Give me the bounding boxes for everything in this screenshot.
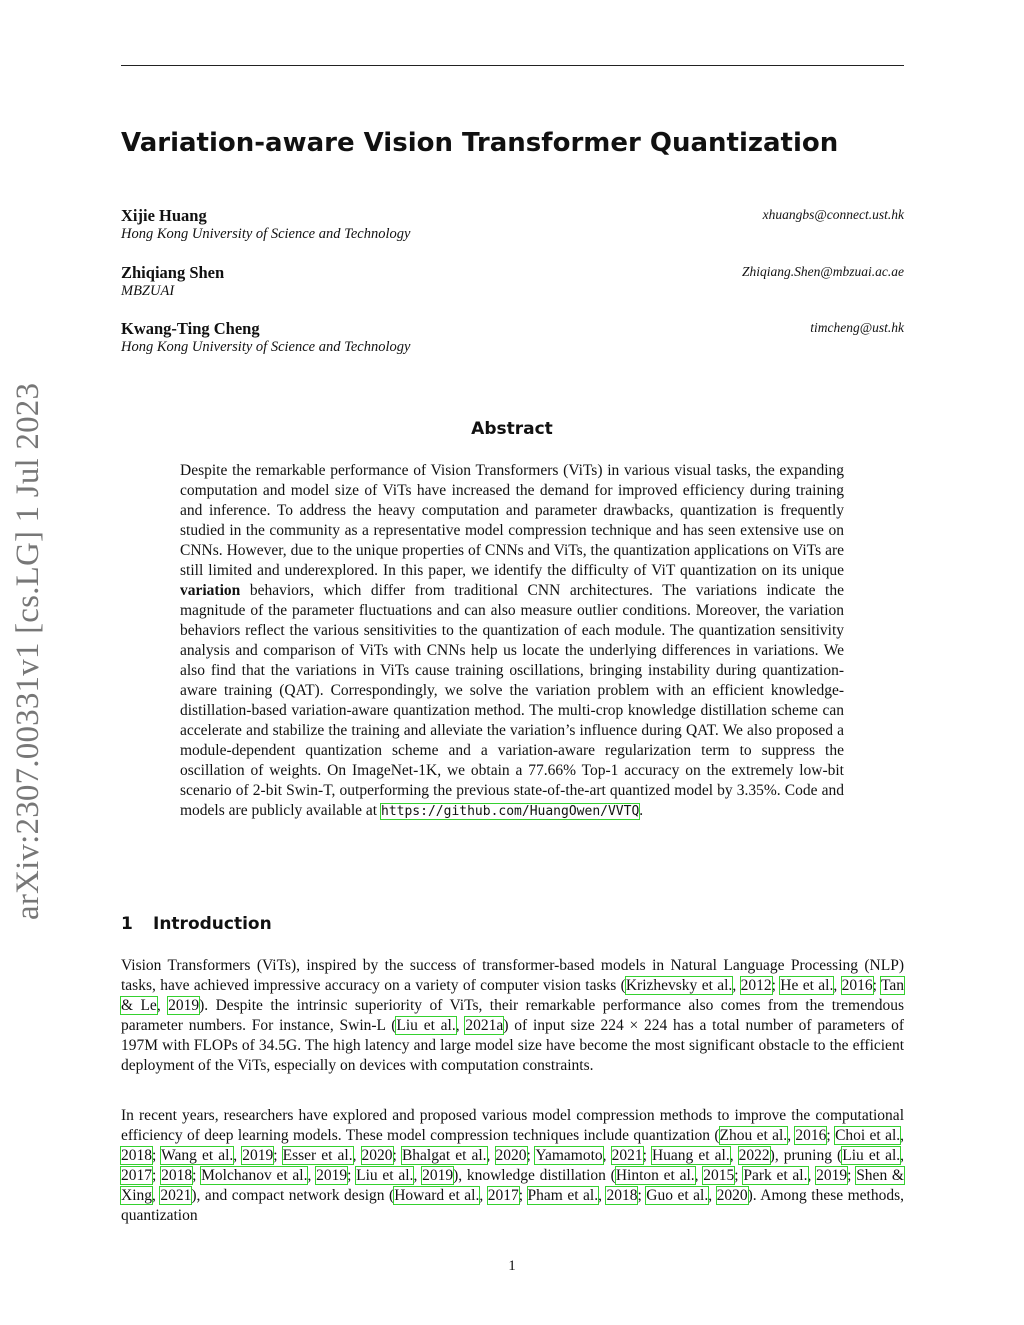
citation-link[interactable]: 2016 xyxy=(841,977,873,994)
header-rule xyxy=(121,65,904,66)
citation-link[interactable]: Esser et al. xyxy=(282,1147,353,1164)
citation-link[interactable]: 2021 xyxy=(611,1147,643,1164)
intro-paragraph-1: Vision Transformers (ViTs), inspired by the success of transformer-based models in Natural Language Processing (NLP) tasks, have achieved impressive accuracy on a variety of computer vision tasks (Krizhevsky et al., 2012; He et al., 2016; Tan & Le, 2019). Despite the intrinsic superiority of ViTs, their remarkable performance also comes from the tremendous parameter numbers. For instance, Swin-L (Liu et al., 2021a) of input size 224 × 224 has a total number of parameters of 197M with FLOPs of 34.5G. The high latency and large model size have become the most significant obstacle to the efficient deployment of the ViTs, especially on devices with computation constraints. xyxy=(121,957,905,1074)
citation-link[interactable]: Zhou et al. xyxy=(719,1127,788,1144)
citation-link[interactable]: Huang et al. xyxy=(651,1147,730,1164)
citation-link[interactable]: Park et al. xyxy=(743,1167,808,1184)
citation-link[interactable]: 2019 xyxy=(422,1167,454,1184)
citation-link[interactable]: Wang et al. xyxy=(161,1147,234,1164)
author-affiliation: MBZUAI xyxy=(121,283,175,299)
citation-link[interactable]: 2020 xyxy=(495,1147,527,1164)
citation-link[interactable]: Howard et al. xyxy=(394,1187,480,1204)
citation-link[interactable]: 2019 xyxy=(168,997,200,1014)
paper-title: Variation-aware Vision Transformer Quantization xyxy=(121,128,839,158)
author-email[interactable]: Zhiqiang.Shen@mbzuai.ac.ae xyxy=(741,264,904,279)
abstract-heading: Abstract xyxy=(471,419,553,439)
citation-link[interactable]: Molchanov et al. xyxy=(201,1167,308,1184)
author-affiliation: Hong Kong University of Science and Technology xyxy=(121,339,411,355)
citation-link[interactable]: Pham et al. xyxy=(527,1187,599,1204)
citation-link[interactable]: 2019 xyxy=(242,1147,274,1164)
citation-link[interactable]: 2018 xyxy=(606,1187,638,1204)
citation-link[interactable]: 2020 xyxy=(716,1187,748,1204)
citation-link[interactable]: 2017 xyxy=(121,1167,152,1184)
citation-link[interactable]: 2021a xyxy=(465,1017,504,1034)
author-email[interactable]: timcheng@ust.hk xyxy=(810,320,904,335)
citation-link[interactable]: 2015 xyxy=(703,1167,735,1184)
citation-link[interactable]: 2019 xyxy=(316,1167,348,1184)
section-heading xyxy=(121,914,272,934)
section-title: Introduction xyxy=(153,914,272,934)
intro-paragraph-2: In recent years, researchers have explored and proposed various model compression methods to improve the computational efficiency of deep learning models. These model compression techniques include quantization (Zhou et al., 2016; Choi et al., 2018; Wang et al., 2019; Esser et al., 2020; Bhalgat et al., 2020; Yamamoto, 2021; Huang et al., 2022), pruning (Liu et al., 2017; 2018; Molchanov et al., 2019; Liu et al., 2019), knowledge distillation (Hinton et al., 2015; Park et al., 2019; Shen & Xing, 2021), and compact network design (Howard et al., 2017; Pham et al., 2018; Guo et al., 2020). Among these methods, quantization xyxy=(121,1107,905,1224)
author-name: Xijie Huang xyxy=(121,206,207,225)
author-block-2 xyxy=(121,263,904,301)
citation-link[interactable]: 2019 xyxy=(816,1167,848,1184)
citation-link[interactable]: He et al. xyxy=(780,977,834,994)
citation-link[interactable]: 2018 xyxy=(121,1147,152,1164)
citation-link[interactable]: Hinton et al. xyxy=(615,1167,695,1184)
citation-link[interactable]: Shen & Xing xyxy=(121,1167,904,1204)
code-url-link[interactable]: https://github.com/HuangOwen/VVTQ xyxy=(381,804,640,819)
citation-link[interactable]: Liu et al. xyxy=(396,1017,456,1034)
citation-link[interactable]: 2021 xyxy=(160,1187,192,1204)
citation-link[interactable]: 2016 xyxy=(795,1127,827,1144)
citation-link[interactable]: Choi et al. xyxy=(835,1127,901,1144)
abstract-text: Despite the remarkable performance of Vision Transformers (ViTs) in various visual tasks, the expanding computation and model size of ViTs have increased the demand for improved efficiency during training and inference. To address the heavy computation and parameter drawbacks, quantization is frequently studied in the community as a representative model compression technique and has seen extensive use on CNNs. However, due to the unique properties of CNNs and ViTs, the quantization applications on ViTs are still limited and underexplored. In this paper, we identify the difficulty of ViT quantization on its unique variation behaviors, which differ from traditional CNN architectures. The variations indicate the magnitude of the parameter fluctuations and can also measure outlier conditions. Moreover, the variation behaviors reflect the various sensitivities to the quantization of each module. The quantization sensitivity analysis and comparison of ViTs with CNNs help us locate the underlying differences in variations. We also find that the variations in ViTs cause training oscillations, bringing instability during quantization-aware training (QAT). Correspondingly, we solve the variation problem with an efficient knowledge-distillation-based variation-aware quantization method. The multi-crop knowledge distillation scheme can accelerate and stabilize the training and alleviate the variation’s influence during QAT. We also proposed a module-dependent quantization scheme and a variation-aware regularization term to suppress the oscillation of weights. On ImageNet-1K, we obtain a 77.66% Top-1 accuracy on the extremely low-bit scenario of 2-bit Swin-T, outperforming the previous state-of-the-art quantized model by 3.35%. Code and models are publicly available at https://github.com/HuangOwen/VVTQ. xyxy=(180,462,844,819)
citation-link[interactable]: 2012 xyxy=(740,977,772,994)
citation-link[interactable]: 2020 xyxy=(361,1147,393,1164)
citation-link[interactable]: Liu et al. xyxy=(842,1147,901,1164)
author-affiliation: Hong Kong University of Science and Technology xyxy=(121,226,411,242)
author-email[interactable]: xhuangbs@connect.ust.hk xyxy=(762,207,904,222)
citation-link[interactable]: Liu et al. xyxy=(356,1167,414,1184)
author-name: Kwang-Ting Cheng xyxy=(121,319,260,338)
citation-link[interactable]: Bhalgat et al. xyxy=(401,1147,487,1164)
citation-link[interactable]: 2018 xyxy=(161,1167,193,1184)
author-block-3 xyxy=(121,319,904,357)
author-block-1 xyxy=(121,206,904,244)
citation-link[interactable]: Guo et al. xyxy=(646,1187,709,1204)
citation-link[interactable]: Tan & Le xyxy=(121,977,905,1014)
section-number: 1 xyxy=(121,914,133,934)
citation-link[interactable]: 2022 xyxy=(738,1147,770,1164)
abstract-bold-term: variation xyxy=(180,582,241,599)
citation-link[interactable]: Yamamoto xyxy=(535,1147,603,1164)
citation-link[interactable]: Krizhevsky et al. xyxy=(625,977,733,994)
arxiv-identifier: arXiv:2307.00331v1 [cs.LG] 1 Jul 2023 xyxy=(10,382,46,920)
author-name: Zhiqiang Shen xyxy=(121,263,225,282)
page-number: 1 xyxy=(508,1258,516,1274)
citation-link[interactable]: 2017 xyxy=(487,1187,519,1204)
